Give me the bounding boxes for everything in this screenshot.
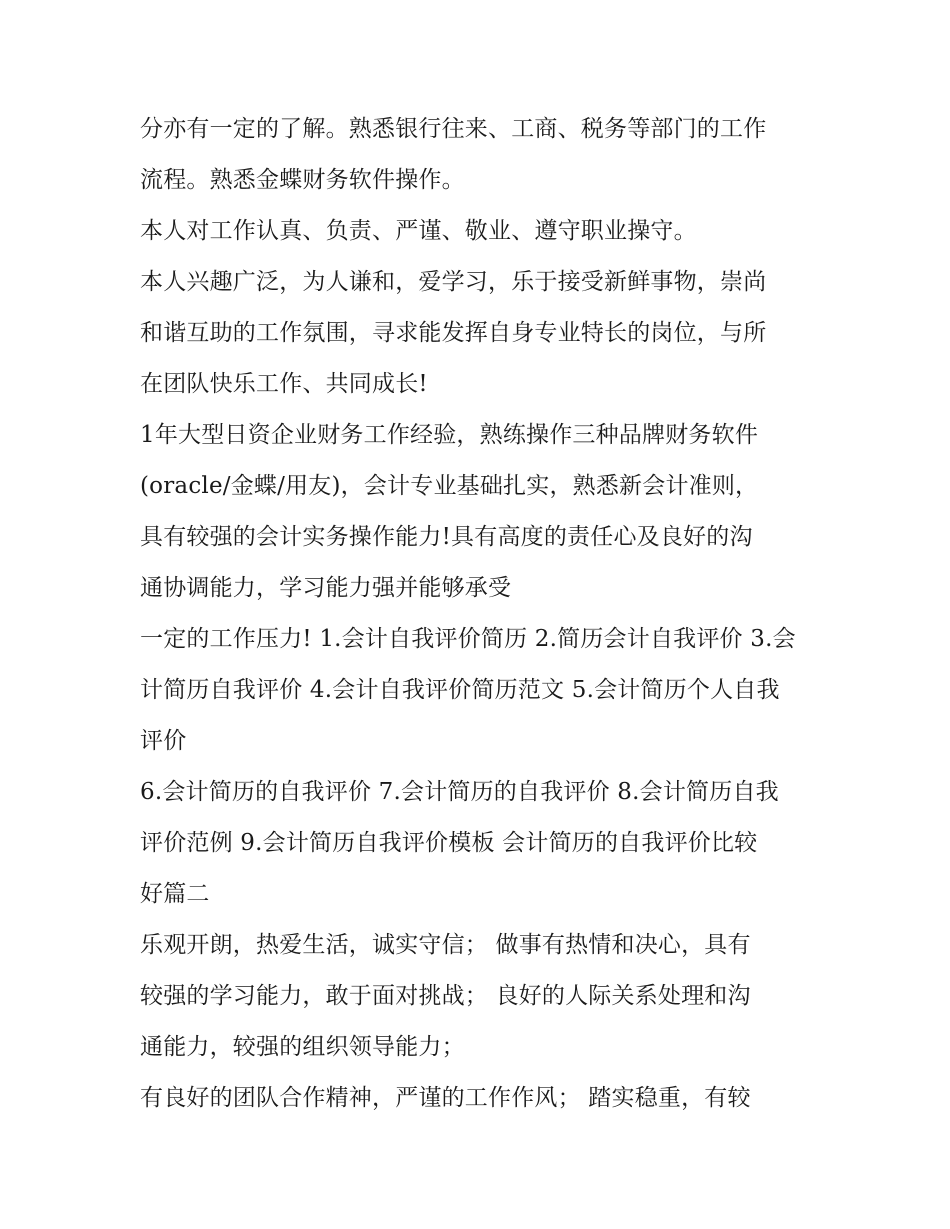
text-line: 和谐互助的工作氛围，寻求能发挥自身专业特长的岗位，与所 [140, 320, 767, 346]
text-line: 较强的学习能力，敢于面对挑战； 良好的人际关系处理和沟 [140, 983, 751, 1009]
paragraph-6 [140, 767, 820, 920]
paragraph-7 [140, 920, 820, 1073]
paragraph-4 [140, 410, 820, 614]
text-line: (oracle/金蝶/用友)，会计专业基础扎实，熟悉新会计准则， [140, 473, 759, 499]
text-line: 通能力，较强的组织领导能力； [140, 1034, 465, 1060]
text-line: 通协调能力，学习能力强并能够承受 [140, 575, 512, 601]
text-line: 分亦有一定的了解。熟悉银行往来、工商、税务等部门的工作 [140, 116, 767, 142]
text-line: 评价 [140, 728, 187, 754]
text-line: 一定的工作压力! 1.会计自我评价简历 2.简历会计自我评价 3.会 [140, 626, 796, 652]
paragraph-8 [140, 1073, 820, 1124]
paragraph-2 [140, 206, 820, 257]
text-line: 本人对工作认真、负责、严谨、敬业、遵守职业操守。 [140, 218, 697, 244]
text-line: 计简历自我评价 4.会计自我评价简历范文 5.会计简历个人自我 [140, 677, 780, 703]
text-line: 6.会计简历的自我评价 7.会计简历的自我评价 8.会计简历自我 [140, 779, 779, 805]
paragraph-1 [140, 104, 820, 206]
paragraph-3 [140, 257, 820, 410]
text-line: 流程。熟悉金蝶财务软件操作。 [140, 167, 465, 193]
text-line: 有良好的团队合作精神，严谨的工作作风； 踏实稳重，有较 [140, 1085, 751, 1111]
document-body [140, 104, 820, 1124]
paragraph-5 [140, 614, 820, 767]
text-line: 乐观开朗，热爱生活，诚实守信； 做事有热情和决心，具有 [140, 932, 751, 958]
text-line: 好篇二 [140, 881, 210, 907]
text-line: 在团队快乐工作、共同成长! [140, 371, 428, 397]
text-line: 具有较强的会计实务操作能力!具有高度的责任心及良好的沟 [140, 524, 753, 550]
text-line: 本人兴趣广泛，为人谦和，爱学习，乐于接受新鲜事物，崇尚 [140, 269, 767, 295]
text-line: 评价范例 9.会计简历自我评价模板 会计简历的自我评价比较 [140, 830, 758, 856]
text-line: 1年大型日资企业财务工作经验，熟练操作三种品牌财务软件 [140, 422, 759, 448]
